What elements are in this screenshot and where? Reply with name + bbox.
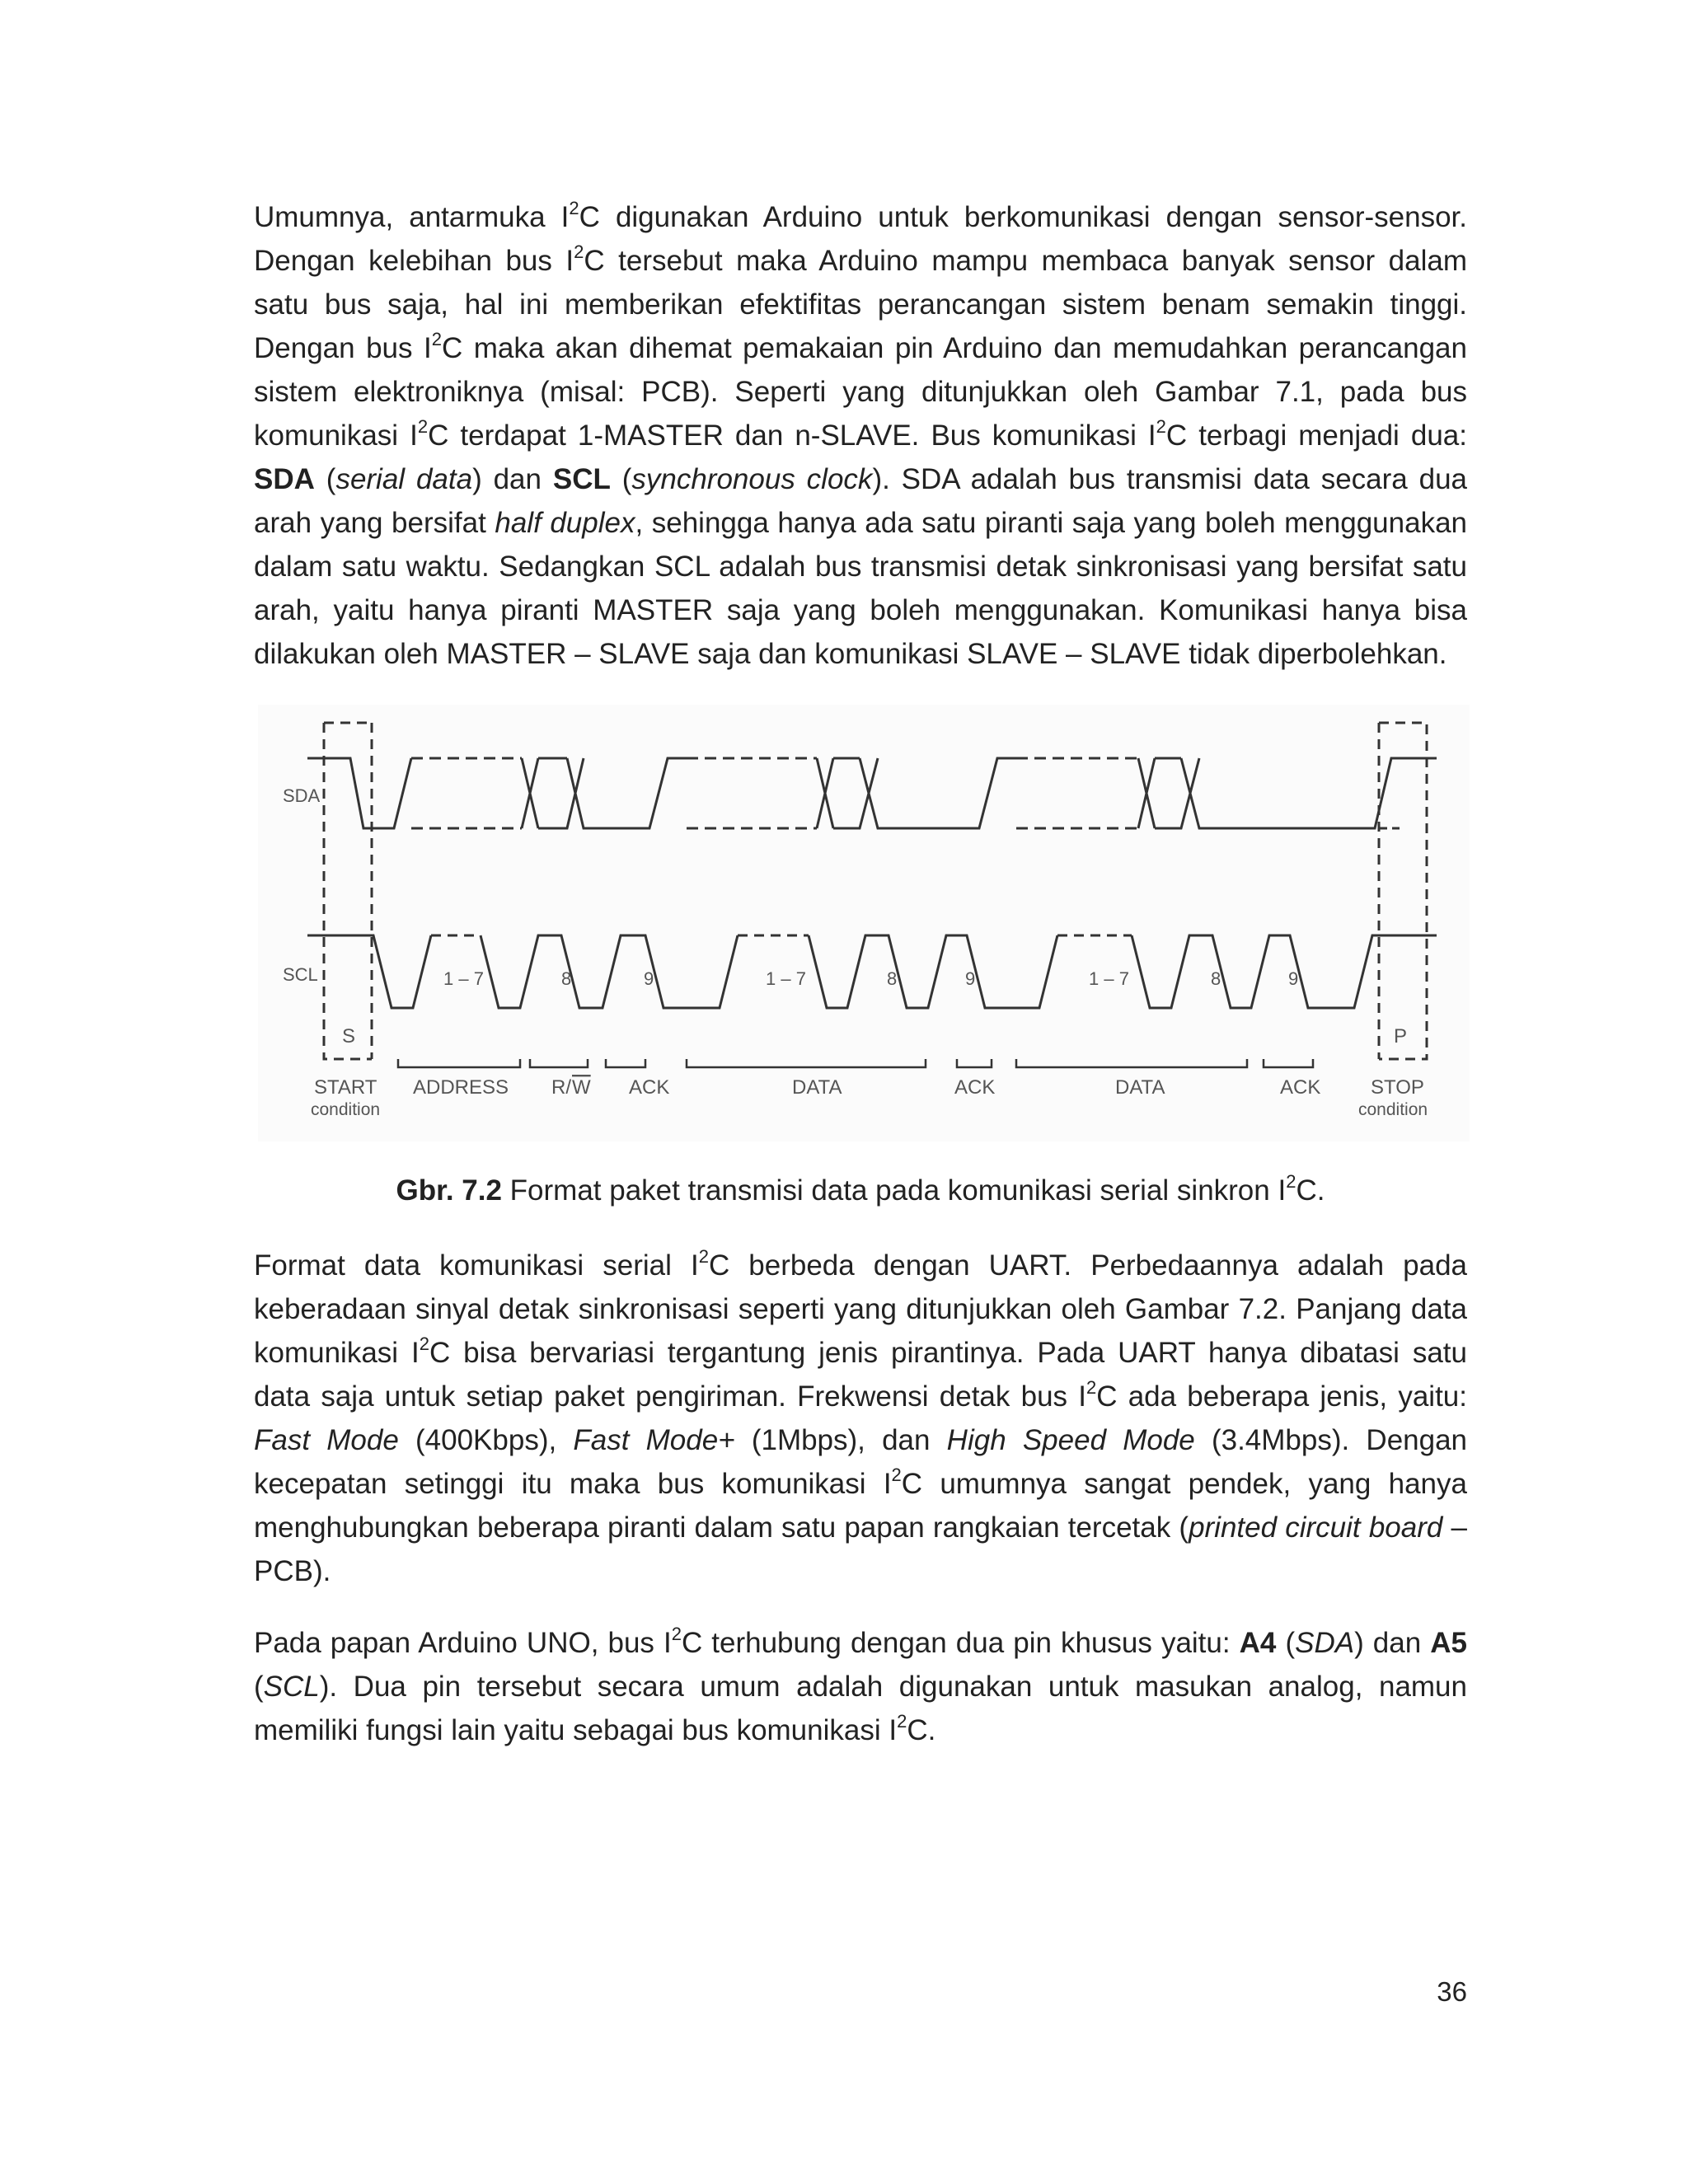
start-dashed-box	[324, 723, 372, 1059]
i2c-timing-diagram	[258, 705, 1470, 1141]
superscript: 2	[431, 329, 442, 350]
text-run: C.	[907, 1714, 936, 1746]
bit-label-8: 8	[1211, 968, 1221, 989]
timing-diagram-svg	[258, 705, 1470, 1141]
ack-label: ACK	[954, 1076, 996, 1099]
scl-data2-segment	[1132, 935, 1437, 1008]
bit-label-9: 9	[644, 968, 654, 989]
italic-term: printed circuit board	[1189, 1511, 1443, 1544]
superscript: 2	[1286, 1171, 1296, 1193]
bit-label-8: 8	[887, 968, 898, 989]
rw-label-w: W	[572, 1076, 591, 1099]
bit-label-9: 9	[965, 968, 976, 989]
superscript: 2	[419, 1333, 429, 1355]
text-run: (3.4Mbps). Dengan kecepatan setinggi itu maka bus komunikasi I	[254, 1424, 1468, 1500]
superscript: 2	[417, 416, 429, 438]
text-run: (	[314, 463, 336, 495]
sda-data2-dashes	[1016, 758, 1138, 828]
bit-label-1-7: 1 – 7	[443, 968, 484, 989]
text-run: ). Dua pin tersebut secara umum adalah digunakan untuk masukan analog, namun memiliki fungsi lain yaitu sebagai bus komunikasi I	[254, 1671, 1467, 1746]
bold-term-sda: SDA	[254, 463, 315, 495]
text-run: – PCB).	[254, 1511, 1467, 1587]
superscript: 2	[574, 241, 584, 263]
text-run: ) dan	[1354, 1627, 1431, 1659]
text-run: (	[1276, 1627, 1296, 1659]
sda-data1-ack-segment	[817, 758, 1016, 828]
superscript: 2	[897, 1711, 907, 1732]
text-run: C terdapat 1-MASTER dan n-SLAVE. Bus komunikasi I	[428, 419, 1156, 452]
text-run: (1Mbps), dan	[734, 1424, 947, 1456]
paragraph-i2c-intro	[254, 195, 1467, 676]
text-run: (400Kbps),	[398, 1424, 574, 1456]
superscript: 2	[1156, 416, 1166, 438]
superscript: 2	[1085, 1377, 1097, 1399]
text-run: Umumnya, antarmuka I	[254, 201, 570, 233]
text-run: C umumnya sangat pendek, yang hanya menghubungkan beberapa piranti dalam satu papan rangkaian tercetak (	[254, 1468, 1467, 1544]
start-condition-label: START	[314, 1076, 377, 1099]
address-label: ADDRESS	[413, 1076, 509, 1099]
paragraph-i2c-format	[254, 1244, 1467, 1593]
page-number: 36	[1437, 1976, 1467, 2007]
scl-label: SCL	[283, 964, 318, 985]
stop-condition-sub: condition	[1358, 1100, 1428, 1119]
superscript: 2	[698, 1246, 709, 1268]
bold-term-scl: SCL	[552, 463, 611, 495]
start-condition-sub: condition	[311, 1100, 381, 1119]
scl-address-segment	[481, 935, 738, 1008]
ack-label: ACK	[1280, 1076, 1321, 1099]
start-marker: S	[342, 1025, 356, 1047]
sda-label: SDA	[283, 785, 321, 806]
text-run: ) dan	[472, 463, 553, 495]
caption-label: Gbr. 7.2	[396, 1174, 502, 1207]
paragraph-arduino-pins	[254, 1621, 1467, 1752]
italic-term: SCL	[263, 1671, 320, 1703]
bold-term-a5: A5	[1430, 1627, 1467, 1659]
italic-term: serial data	[335, 463, 473, 495]
stop-marker: P	[1394, 1025, 1408, 1047]
scl-data1-segment	[809, 935, 1057, 1008]
bold-term-a4: A4	[1239, 1627, 1277, 1659]
caption-text: C.	[1296, 1174, 1325, 1207]
text-run: C ada beberapa jenis, yaitu:	[1096, 1380, 1467, 1413]
bit-label-8: 8	[561, 968, 572, 989]
text-run: C tersebut maka Arduino mampu membaca banyak sensor dalam satu bus saja, hal ini memberikan efektifitas perancangan sistem benam semakin tinggi. Dengan bus I	[254, 245, 1467, 364]
data-label: DATA	[792, 1076, 842, 1099]
ack-label: ACK	[629, 1076, 670, 1099]
stop-condition-label: STOP	[1371, 1076, 1424, 1099]
text-run: C bisa bervariasi tergantung jenis pirantinya. Pada UART hanya dibatasi satu data saja untuk setiap paket pengiriman. Frekwensi detak bus I	[254, 1337, 1467, 1413]
text-run: C digunakan Arduino untuk berkomunikasi dengan sensor-sensor. Dengan kelebihan bus I	[254, 201, 1467, 277]
text-run: C terhubung dengan dua pin khusus yaitu:	[681, 1627, 1240, 1659]
sda-address-dashes	[411, 758, 522, 828]
italic-term: half duplex	[495, 507, 635, 539]
text-run: C terbagi menjadi dua:	[1165, 419, 1467, 452]
scl-start-segment	[307, 935, 431, 1008]
italic-term: Fast Mode	[254, 1424, 399, 1456]
superscript: 2	[891, 1465, 902, 1486]
text-run: C berbeda dengan UART. Perbedaannya adalah pada keberadaan sinyal detak sinkronisasi seperti yang ditunjukkan oleh Gambar 7.2. Panjang data komunikasi I	[254, 1249, 1468, 1369]
bit-label-1-7: 1 – 7	[766, 968, 806, 989]
text-run: Pada papan Arduino UNO, bus I	[254, 1627, 672, 1659]
figure-caption	[254, 1169, 1467, 1212]
bit-label-9: 9	[1288, 968, 1299, 989]
stop-dashed-box	[1379, 723, 1427, 1059]
text-run: , sehingga hanya ada satu piranti saja yang boleh menggunakan dalam satu waktu. Sedangkan SCL adalah bus transmisi detak sinkronisasi yang bersifat satu arah, yaitu hanya piranti MASTER saja yang boleh menggunakan. Komunikasi hanya bisa dilakukan oleh MASTER – SLAVE saja dan komunikasi SLAVE – SLAVE tidak diperbolehkan.	[254, 507, 1467, 670]
caption-text: Format paket transmisi data pada komunikasi serial sinkron I	[501, 1174, 1287, 1207]
text-run: C maka akan dihemat pemakaian pin Arduino dan memudahkan perancangan sistem elektroniknya (misal: PCB). Seperti yang ditunjukkan oleh Gambar 7.1, pada bus komunikasi I	[254, 332, 1467, 452]
text-run: (	[254, 1671, 264, 1703]
sda-rw-ack-segment	[522, 758, 687, 828]
rw-label-r: R/	[551, 1076, 571, 1099]
text-run: Format data komunikasi serial I	[254, 1249, 699, 1282]
italic-term: Fast Mode+	[573, 1424, 735, 1456]
data-label: DATA	[1115, 1076, 1165, 1099]
text-run: (	[610, 463, 632, 495]
italic-term: High Speed Mode	[946, 1424, 1195, 1456]
italic-term: synchronous clock	[631, 463, 873, 495]
text-run: ). SDA adalah bus transmisi data secara dua arah yang bersifat	[254, 463, 1468, 539]
bit-label-1-7: 1 – 7	[1089, 968, 1129, 989]
superscript: 2	[671, 1624, 682, 1645]
superscript: 2	[569, 198, 579, 219]
sda-data1-dashes	[687, 758, 817, 828]
field-brackets	[398, 1059, 1313, 1067]
sda-data2-stop-segment	[1138, 758, 1437, 828]
italic-term: SDA	[1295, 1627, 1355, 1659]
